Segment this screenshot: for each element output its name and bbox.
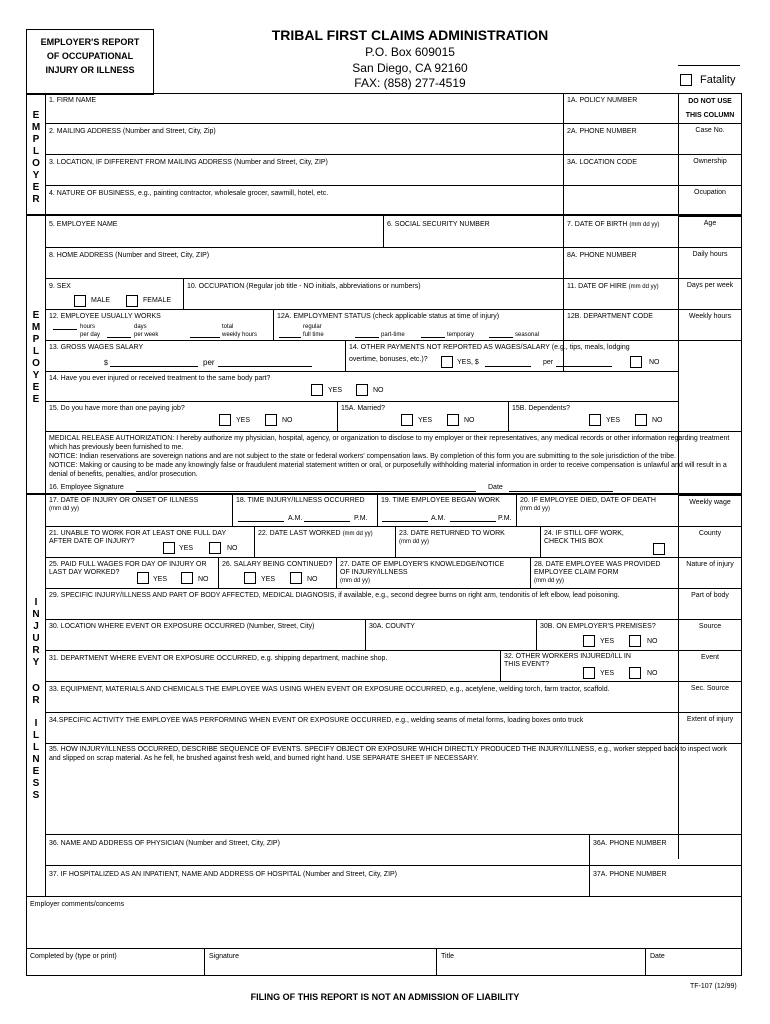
home-phone-label: 8A. PHONE NUMBER bbox=[567, 252, 637, 259]
paid-no-text: NO bbox=[198, 576, 209, 583]
employee-signature-label: 16. Employee Signature bbox=[49, 484, 124, 491]
male-label: MALE bbox=[91, 297, 111, 304]
rule bbox=[45, 431, 741, 432]
paid-yes-text: YES bbox=[153, 576, 168, 583]
dnu-weekly-wage: Weekly wage bbox=[689, 499, 731, 506]
rule bbox=[678, 619, 741, 620]
date-of-hire-format: (mm dd yy) bbox=[628, 284, 659, 290]
side-letter: R bbox=[32, 194, 40, 205]
married-no-checkbox[interactable] bbox=[447, 414, 459, 426]
rule bbox=[377, 495, 378, 526]
dependents-label: 15B. Dependents? bbox=[512, 405, 570, 412]
rule bbox=[45, 309, 678, 310]
full-time-text: full time bbox=[303, 332, 324, 338]
nature-of-business-label: 4. NATURE OF BUSINESS, e.g., painting contractor, wholesale grocer, sawmill, hotel, etc. bbox=[49, 190, 329, 197]
side-letter: E bbox=[32, 182, 40, 193]
rule bbox=[45, 650, 678, 651]
rule bbox=[345, 340, 346, 371]
date-last-worked-format: (mm dd yy) bbox=[342, 531, 373, 537]
date-of-death-label: 20. IF EMPLOYEE DIED, DATE OF DEATH bbox=[520, 497, 656, 504]
rule bbox=[741, 941, 742, 975]
salary-continued-label: 26. SALARY BEING CONTINUED? bbox=[222, 561, 333, 568]
dependents-no-checkbox[interactable] bbox=[635, 414, 647, 426]
employer-comments-label: Employer comments/concerns bbox=[30, 901, 125, 908]
time-occurred-pm-line[interactable] bbox=[304, 521, 350, 522]
claim-form-label-1: 28. DATE EMPLOYEE WAS PROVIDED bbox=[534, 561, 661, 568]
rule bbox=[336, 557, 337, 588]
male-checkbox[interactable] bbox=[74, 295, 86, 307]
firm-name-label: 1. FIRM NAME bbox=[49, 97, 97, 104]
hospital-label: 37. IF HOSPITALIZED AS AN INPATIENT, NAME AND ADDRESS OF HOSPITAL (Number and Street, City, ZIP) bbox=[49, 871, 398, 878]
married-no: NO bbox=[464, 417, 475, 424]
sex-label: 9. SEX bbox=[49, 283, 71, 290]
per-week-text: per week bbox=[134, 332, 159, 338]
rule bbox=[45, 743, 741, 744]
dnu-daily-hours: Daily hours bbox=[692, 251, 728, 258]
dnu-ownership: Ownership bbox=[693, 158, 727, 165]
dnu-extent-of-injury: Extent of injury bbox=[686, 716, 734, 723]
other-workers-no: NO bbox=[647, 670, 658, 677]
date-last-worked-label bbox=[258, 530, 373, 538]
medical-release-text: MEDICAL RELEASE AUTHORIZATION: I hereby authorize my physician, hospital, agency, or organization to disclose to my employer or their representatives, any medical records or other information regarding treatment which has previously been furnished to me. bbox=[49, 435, 730, 451]
side-letter: E bbox=[32, 310, 40, 321]
phone-number-label: 2A. PHONE NUMBER bbox=[567, 128, 637, 135]
side-letter: J bbox=[33, 621, 39, 632]
side-letter: Y bbox=[32, 170, 40, 181]
married-yes-checkbox[interactable] bbox=[401, 414, 413, 426]
location-label: 3. LOCATION, IF DIFFERENT FROM MAILING ADDRESS (Number and Street, City, ZIP) bbox=[49, 159, 328, 166]
salary-continued-no-checkbox[interactable] bbox=[290, 572, 302, 584]
rule bbox=[536, 619, 537, 650]
physician-label: 36. NAME AND ADDRESS OF PHYSICIAN (Number and Street, City, ZIP) bbox=[49, 840, 280, 847]
rule bbox=[218, 557, 219, 588]
rule bbox=[365, 619, 366, 650]
gross-wages-label: 13. GROSS WAGES SALARY bbox=[49, 344, 144, 351]
rule bbox=[183, 278, 184, 309]
rule bbox=[337, 401, 338, 431]
same-body-part-no: NO bbox=[373, 387, 384, 394]
date-returned-label: 23. DATE RETURNED TO WORK bbox=[399, 530, 505, 537]
dob-format: (mm dd yy) bbox=[629, 222, 660, 228]
rule bbox=[232, 495, 233, 526]
rule bbox=[678, 247, 741, 248]
paid-full-wages-no-checkbox[interactable] bbox=[181, 572, 193, 584]
rule bbox=[678, 526, 741, 527]
report-title-line2: OF OCCUPATIONAL bbox=[46, 51, 134, 61]
other-payments-no-checkbox[interactable] bbox=[630, 356, 642, 368]
dnu-ocupation: Ocupation bbox=[694, 189, 726, 196]
married-yes: YES bbox=[418, 417, 433, 424]
side-letter: R bbox=[32, 695, 40, 706]
rule bbox=[436, 948, 437, 975]
occupation-label: 10. OCCUPATION (Regular job title - NO initials, abbreviations or numbers) bbox=[187, 283, 421, 290]
rule bbox=[678, 681, 741, 682]
per-text: per bbox=[203, 358, 215, 367]
side-letter: P bbox=[32, 334, 40, 345]
time-occurred-am-line[interactable] bbox=[238, 521, 284, 522]
completed-signature-label: Signature bbox=[209, 953, 239, 960]
other-payments-label: 14. OTHER PAYMENTS NOT REPORTED AS WAGES/SALARY (e.g., tips, meals, lodging bbox=[349, 344, 630, 351]
still-off-work-label-1: 24. IF STILL OFF WORK, bbox=[544, 530, 624, 537]
dob-label bbox=[567, 221, 659, 229]
premises-no-text: NO bbox=[647, 638, 658, 645]
liability-disclaimer: FILING OF THIS REPORT IS NOT AN ADMISSION OF LIABILITY bbox=[250, 992, 520, 1002]
wage-period-blank[interactable] bbox=[218, 366, 312, 367]
physician-phone-label: 36A. PHONE NUMBER bbox=[593, 840, 667, 847]
dependents-no: NO bbox=[652, 417, 663, 424]
time-began-work-label: 19. TIME EMPLOYEE BEGAN WORK bbox=[381, 497, 500, 504]
side-letter: O bbox=[32, 158, 40, 169]
time-began-pm: P.M. bbox=[498, 515, 512, 522]
rule bbox=[45, 557, 678, 558]
rule bbox=[45, 278, 678, 279]
sovereign-notice-text: NOTICE: Indian reservations are sovereign nations and are not subject to the state or federal workers' compensation laws. By completion of this form you are submitting to the sole jurisdiction of the tribe. bbox=[49, 453, 676, 460]
unable-to-work-label-1: 21. UNABLE TO WORK FOR AT LEAST ONE FULL DAY bbox=[49, 530, 227, 537]
temporary-blank[interactable] bbox=[421, 337, 445, 338]
side-letter: E bbox=[32, 766, 40, 777]
side-letter: Y bbox=[32, 657, 40, 668]
more-than-one-job-yes-checkbox[interactable] bbox=[219, 414, 231, 426]
part-time-text: part-time bbox=[381, 332, 405, 338]
county-label: 30A. COUNTY bbox=[369, 623, 415, 630]
admin-address-2: San Diego, CA 92160 bbox=[352, 61, 468, 75]
same-body-part-no-checkbox[interactable] bbox=[356, 384, 368, 396]
female-checkbox[interactable] bbox=[126, 295, 138, 307]
side-letter: U bbox=[32, 633, 40, 644]
rule bbox=[516, 495, 517, 526]
rule bbox=[383, 216, 384, 247]
other-no-text: NO bbox=[649, 359, 660, 366]
report-title-line1: EMPLOYER'S REPORT bbox=[40, 37, 140, 47]
other-workers-yes-checkbox[interactable] bbox=[583, 667, 595, 679]
dollar-sign: $ bbox=[104, 360, 108, 367]
other-workers-label-1: 32. OTHER WORKERS INJURED/ILL IN bbox=[504, 653, 631, 660]
equipment-label: 33. EQUIPMENT, MATERIALS AND CHEMICALS THE EMPLOYEE WAS USING WHEN EVENT OR EXPOSURE OCCURRED, e.g., acetylene, welding torch, farm tractor, scaffold. bbox=[49, 686, 610, 693]
rule bbox=[678, 557, 741, 558]
rule bbox=[45, 865, 741, 866]
dependents-yes-checkbox[interactable] bbox=[589, 414, 601, 426]
dnu-county: County bbox=[698, 530, 722, 537]
how-occurred-label: 35. HOW INJURY/ILLNESS OCCURRED, DESCRIBE SEQUENCE OF EVENTS. SPECIFY OBJECT OR EXPOSURE WHICH DIRECTLY PRODUCED THE INJURY/ILLNESS, e.g., worker stepped back to inspect work and slipped on scrap material. As he fell, he brushed against fresh weld, and burned right hand. USE SEPARATE SHEET IF NECESSARY. bbox=[49, 746, 727, 762]
female-label: FEMALE bbox=[143, 297, 172, 304]
on-premises-label: 30B. ON EMPLOYER'S PREMISES? bbox=[540, 623, 656, 630]
other-payments-label-2: overtime, bonuses, etc.)? bbox=[349, 356, 428, 363]
dnu-source: Source bbox=[698, 623, 722, 630]
side-letter: L bbox=[32, 742, 40, 753]
department-code-label: 12B. DEPARTMENT CODE bbox=[567, 313, 653, 320]
dnu-part-of-body: Part of body bbox=[691, 592, 729, 599]
seasonal-text: seasonal bbox=[515, 332, 540, 338]
specific-injury-label: 29. SPECIFIC INJURY/ILLNESS AND PART OF BODY AFFECTED, MEDICAL DIAGNOSIS, if available, e.g., second degree burns on right arm, tendonitis of left elbow, lead poisoning. bbox=[49, 592, 620, 599]
fatality-line bbox=[678, 65, 740, 66]
rule bbox=[678, 309, 741, 310]
regular-text: regular bbox=[303, 324, 322, 330]
rule bbox=[45, 371, 678, 372]
date-of-injury-label: 17. DATE OF INJURY OR ONSET OF ILLNESS bbox=[49, 497, 199, 504]
yes-dollar-text: YES, $ bbox=[457, 359, 479, 366]
side-letter: O bbox=[32, 683, 40, 694]
temporary-text: temporary bbox=[447, 332, 475, 338]
same-body-part-yes: YES bbox=[328, 387, 343, 394]
other-workers-label-2: THIS EVENT? bbox=[504, 661, 550, 668]
side-letter: S bbox=[32, 778, 40, 789]
rule bbox=[45, 401, 678, 402]
rule bbox=[45, 185, 678, 186]
on-premises-yes-checkbox[interactable] bbox=[583, 635, 595, 647]
policy-number-label: 1A. POLICY NUMBER bbox=[567, 97, 638, 104]
signature-date-label: Date bbox=[488, 484, 503, 491]
rule bbox=[26, 93, 27, 975]
side-letter: Y bbox=[32, 370, 40, 381]
side-letter: E bbox=[32, 110, 40, 121]
dnu-nature-of-injury: Nature of injury bbox=[686, 561, 734, 568]
unable-to-work-no-checkbox[interactable] bbox=[209, 542, 221, 554]
rule bbox=[45, 712, 678, 713]
time-occurred-pm: P.M. bbox=[354, 515, 368, 522]
department-label: 31. DEPARTMENT WHERE EVENT OR EXPOSURE OCCURRED, e.g. shipping department, machine shop. bbox=[49, 655, 388, 662]
married-label: 15A. Married? bbox=[341, 405, 385, 412]
rule bbox=[26, 975, 742, 976]
date-of-hire-label bbox=[567, 283, 659, 291]
still-off-work-checkbox[interactable] bbox=[653, 543, 665, 555]
completed-by-label: Completed by (type or print) bbox=[30, 953, 117, 960]
dnu-header-1: DO NOT USE bbox=[688, 98, 732, 105]
specific-activity-label: 34.SPECIFIC ACTIVITY THE EMPLOYEE WAS PERFORMING WHEN EVENT OR EXPOSURE OCCURRED, e.g., welding seams of metal forms, loading boxes onto truck bbox=[49, 717, 584, 724]
time-occurred-label: 18. TIME INJURY/ILLNESS OCCURRED bbox=[236, 497, 365, 504]
salary-no-text: NO bbox=[307, 576, 318, 583]
rule bbox=[45, 247, 678, 248]
report-title-line3: INJURY OR ILLNESS bbox=[45, 65, 135, 75]
rule bbox=[678, 123, 741, 124]
side-letter: O bbox=[32, 358, 40, 369]
employee-signature-line[interactable] bbox=[136, 491, 476, 492]
days-blank[interactable] bbox=[107, 337, 131, 338]
hours-text: hours bbox=[80, 324, 96, 330]
side-letter: L bbox=[32, 146, 40, 157]
other-payments-period-blank[interactable] bbox=[556, 366, 612, 367]
location-code-label: 3A. LOCATION CODE bbox=[567, 159, 637, 166]
rule bbox=[273, 309, 274, 340]
part-time-blank[interactable] bbox=[355, 337, 379, 338]
side-letter: M bbox=[31, 322, 41, 333]
rule bbox=[204, 948, 205, 975]
still-off-work-label-2: CHECK THIS BOX bbox=[544, 538, 603, 545]
knowledge-notice-label-2: OF INJURY/ILLNESS bbox=[340, 569, 408, 576]
on-premises-no-checkbox[interactable] bbox=[629, 635, 641, 647]
rule bbox=[645, 948, 646, 975]
time-occurred-am: A.M. bbox=[288, 515, 303, 522]
unable-to-work-yes-checkbox[interactable] bbox=[163, 542, 175, 554]
hospital-phone-label: 37A. PHONE NUMBER bbox=[593, 871, 667, 878]
days-text: days bbox=[134, 324, 147, 330]
side-letter: N bbox=[32, 609, 40, 620]
salary-yes-text: YES bbox=[261, 576, 276, 583]
side-letter: I bbox=[34, 597, 38, 608]
mailing-address-label: 2. MAILING ADDRESS (Number and Street, City, Zip) bbox=[49, 128, 216, 135]
rule bbox=[45, 619, 678, 620]
side-letter: M bbox=[31, 122, 41, 133]
side-letter: P bbox=[32, 134, 40, 145]
admin-address-1: P.O. Box 609015 bbox=[365, 45, 455, 59]
time-began-pm-line[interactable] bbox=[450, 521, 496, 522]
rule bbox=[26, 948, 741, 949]
event-location-label: 30. LOCATION WHERE EVENT OR EXPOSURE OCCURRED (Number, Street, City) bbox=[49, 623, 315, 630]
rule bbox=[26, 896, 741, 897]
paid-full-wages-yes-checkbox[interactable] bbox=[137, 572, 149, 584]
form-number: TF-107 (12/99) bbox=[690, 983, 737, 990]
dnu-sec-source: Sec. Source bbox=[690, 685, 730, 692]
more-than-one-job-no: NO bbox=[282, 417, 293, 424]
time-began-am: A.M. bbox=[431, 515, 446, 522]
salary-continued-yes-checkbox[interactable] bbox=[244, 572, 256, 584]
more-than-one-job-yes: YES bbox=[236, 417, 251, 424]
unable-no-text: NO bbox=[227, 545, 238, 552]
premises-yes-text: YES bbox=[600, 638, 615, 645]
same-body-part-yes-checkbox[interactable] bbox=[311, 384, 323, 396]
dnu-case-no: Case No. bbox=[695, 127, 725, 134]
rule bbox=[678, 154, 741, 155]
admin-fax: FAX: (858) 277-4519 bbox=[354, 76, 466, 90]
other-payments-yes-checkbox[interactable] bbox=[441, 356, 453, 368]
claim-form-format: (mm dd yy) bbox=[534, 578, 564, 584]
total-text: total bbox=[222, 324, 234, 330]
claim-form-label-2: EMPLOYEE CLAIM FORM bbox=[534, 569, 619, 576]
rule bbox=[45, 681, 678, 682]
unable-to-work-label-2: AFTER DATE OF INJURY? bbox=[49, 538, 135, 545]
weekly-hours-blank[interactable] bbox=[190, 337, 220, 338]
time-began-am-line[interactable] bbox=[382, 521, 428, 522]
other-workers-yes: YES bbox=[600, 670, 615, 677]
rule bbox=[678, 216, 741, 217]
employee-name-label: 5. EMPLOYEE NAME bbox=[49, 221, 118, 228]
more-than-one-job-no-checkbox[interactable] bbox=[265, 414, 277, 426]
rule bbox=[678, 650, 741, 651]
signature-date-line[interactable] bbox=[509, 491, 613, 492]
rule bbox=[678, 340, 741, 341]
ssn-label: 6. SOCIAL SECURITY NUMBER bbox=[387, 221, 490, 228]
dnu-event: Event bbox=[701, 654, 719, 661]
rule bbox=[678, 185, 741, 186]
wage-amount-blank[interactable] bbox=[110, 366, 198, 367]
usually-works-label: 12. EMPLOYEE USUALLY WORKS bbox=[49, 313, 161, 320]
rule bbox=[395, 526, 396, 557]
more-than-one-job-label: 15. Do you have more than one paying job? bbox=[49, 405, 185, 412]
paid-full-wages-label-1: 25. PAID FULL WAGES FOR DAY OF INJURY OR bbox=[49, 561, 207, 568]
side-letter: L bbox=[32, 730, 40, 741]
per-day-text: per day bbox=[80, 332, 101, 338]
fatality-label: Fatality bbox=[700, 74, 736, 86]
rule bbox=[678, 278, 741, 279]
date-last-worked-text: 22. DATE LAST WORKED bbox=[258, 530, 341, 537]
side-letter: L bbox=[32, 346, 40, 357]
rule bbox=[45, 588, 678, 589]
date-of-death-format: (mm dd yy) bbox=[520, 506, 550, 512]
dnu-header-2: THIS COLUMN bbox=[685, 112, 735, 119]
side-letter: E bbox=[32, 394, 40, 405]
other-payments-amount-blank[interactable] bbox=[485, 366, 531, 367]
side-letter: I bbox=[34, 718, 38, 729]
other-per-text: per bbox=[543, 359, 554, 366]
rule bbox=[45, 834, 741, 835]
fatality-checkbox[interactable] bbox=[680, 74, 692, 86]
weekly-hours-text: weekly hours bbox=[222, 332, 258, 338]
rule bbox=[678, 588, 741, 589]
knowledge-notice-format: (mm dd yy) bbox=[340, 578, 370, 584]
seasonal-blank[interactable] bbox=[489, 337, 513, 338]
fraud-notice-text: NOTICE: Making or causing to be made any knowingly false or fraudulent material statement written or oral, or purposefully withholding material information in order to receive compensation is unlawful and will result in a denial of benefits, penalties, and/or prosecution. bbox=[49, 462, 727, 478]
dnu-age: Age bbox=[703, 220, 717, 227]
side-letter: N bbox=[32, 754, 40, 765]
rule bbox=[45, 340, 678, 341]
dnu-weekly-hours: Weekly hours bbox=[688, 313, 732, 320]
date-of-hire-text: 11. DATE OF HIRE bbox=[567, 283, 627, 290]
rule bbox=[678, 712, 741, 713]
rule bbox=[500, 650, 501, 681]
rule bbox=[508, 401, 509, 431]
dependents-yes: YES bbox=[606, 417, 621, 424]
rule bbox=[26, 93, 742, 94]
unable-yes-text: YES bbox=[179, 545, 194, 552]
dob-text: 7. DATE OF BIRTH bbox=[567, 221, 628, 228]
employment-status-label: 12A. EMPLOYMENT STATUS (check applicable status at time of injury) bbox=[277, 313, 500, 320]
date-of-injury-format: (mm dd yy) bbox=[49, 506, 79, 512]
knowledge-notice-label-1: 27. DATE OF EMPLOYER'S KNOWLEDGE/NOTICE bbox=[340, 561, 505, 568]
completed-date-label: Date bbox=[650, 953, 665, 960]
rule bbox=[530, 557, 531, 588]
completed-title-label: Title bbox=[441, 953, 454, 960]
hours-blank[interactable] bbox=[53, 329, 77, 330]
full-time-blank[interactable] bbox=[279, 337, 301, 338]
dnu-days-per-week: Days per week bbox=[686, 282, 734, 289]
rule bbox=[45, 526, 678, 527]
rule bbox=[678, 495, 741, 496]
side-letter: E bbox=[32, 382, 40, 393]
date-returned-format: (mm dd yy) bbox=[399, 539, 429, 545]
rule bbox=[45, 123, 678, 124]
rule bbox=[45, 154, 678, 155]
home-address-label: 8. HOME ADDRESS (Number and Street, City, ZIP) bbox=[49, 252, 210, 259]
rule bbox=[26, 493, 741, 495]
side-letter: S bbox=[32, 790, 40, 801]
rule bbox=[540, 526, 541, 557]
same-body-part-label: 14. Have you ever injured or received treatment to the same body part? bbox=[49, 375, 271, 382]
rule bbox=[254, 526, 255, 557]
side-letter: R bbox=[32, 645, 40, 656]
other-workers-no-checkbox[interactable] bbox=[629, 667, 641, 679]
paid-full-wages-label-2: LAST DAY WORKED? bbox=[49, 569, 120, 576]
admin-name: TRIBAL FIRST CLAIMS ADMINISTRATION bbox=[271, 27, 549, 43]
